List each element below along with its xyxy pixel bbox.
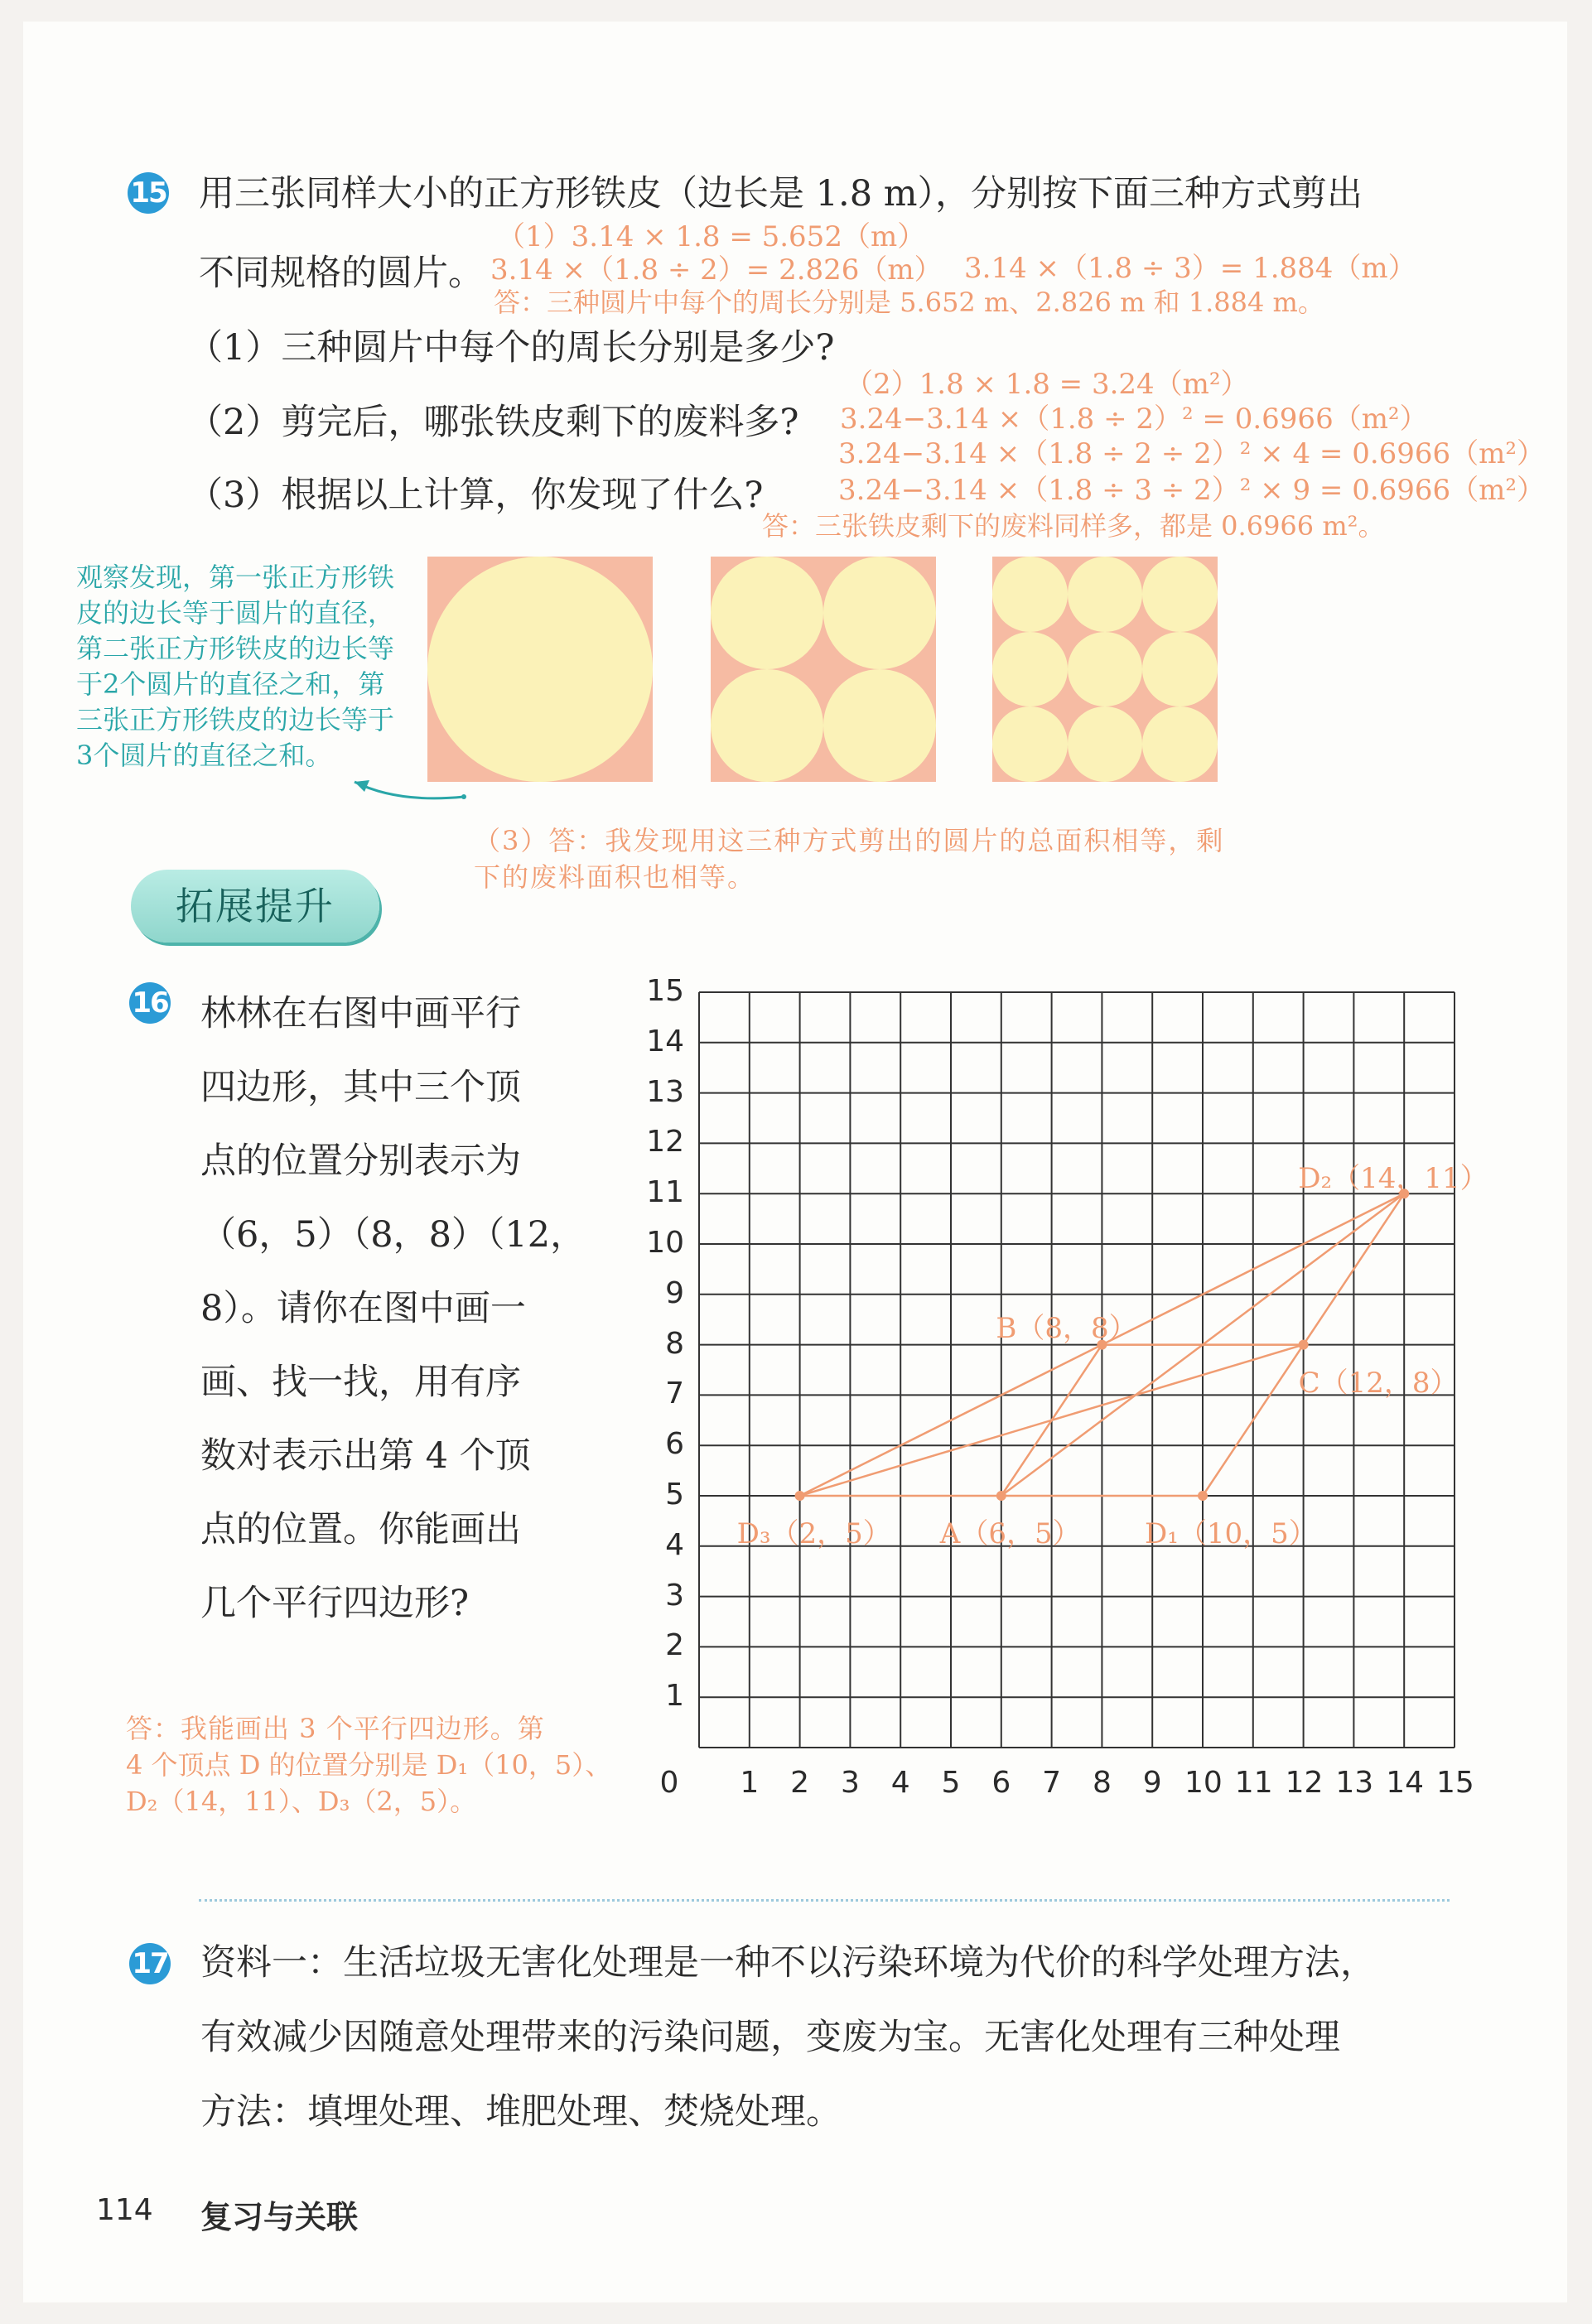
point-label-d3: D₃（2，5）	[736, 1517, 891, 1550]
y-tick-label: 6	[665, 1427, 684, 1462]
q17-line2: 有效减少因随意处理带来的污染问题，变废为宝。无害化处理有三种处理	[200, 2017, 1340, 2058]
q15-sub1: （1）三种圆片中每个的周长分别是多少?	[187, 327, 835, 369]
vertex-point-d1	[1198, 1491, 1208, 1501]
q17-line3: 方法：填埋处理、堆肥处理、焚烧处理。	[200, 2091, 842, 2133]
y-tick-label: 8	[665, 1326, 684, 1361]
y-tick-label: 7	[665, 1377, 684, 1411]
page-number: 114	[96, 2193, 153, 2227]
q17-line1: 资料一：生活垃圾无害化处理是一种不以污染环境为代价的科学处理方法，	[200, 1942, 1376, 1984]
x-tick-label: 2	[790, 1766, 810, 1800]
x-tick-label: 10	[1184, 1766, 1223, 1800]
q16-answer-b: 4 个顶点 D 的位置分别是 D₁（10，5）、	[126, 1749, 612, 1781]
q15-answer2-e: 答：三张铁皮剩下的废料同样多，都是 0.6966 m²。	[762, 510, 1385, 542]
point-label-a: A（6，5）	[939, 1517, 1081, 1550]
x-tick-label: 9	[1142, 1766, 1162, 1800]
q16-line: 数对表示出第 4 个顶	[200, 1435, 531, 1477]
point-label-b: B（8，8）	[996, 1311, 1137, 1345]
q15-text-line1: 用三张同样大小的正方形铁皮（边长是 1.8 m），分别按下面三种方式剪出	[199, 173, 1363, 215]
q16-line: 点的位置分别表示为	[200, 1140, 521, 1182]
x-tick-label: 12	[1285, 1766, 1324, 1800]
point-label-c: C（12，8）	[1298, 1366, 1459, 1400]
y-tick-label: 3	[665, 1578, 684, 1613]
point-label-d2: D₂（14，11）	[1298, 1162, 1488, 1196]
x-tick-label: 5	[941, 1766, 961, 1800]
q15-answer2-b: 3.24−3.14 ×（1.8 ÷ 2）² = 0.6966（m²）	[840, 403, 1428, 436]
question-15-badge: 15	[128, 172, 169, 214]
vertex-point-a	[996, 1491, 1006, 1501]
y-tick-label: 12	[646, 1125, 684, 1160]
y-tick-label: 14	[646, 1024, 684, 1058]
y-tick-label: 10	[646, 1226, 684, 1260]
vertex-point-d3	[795, 1491, 805, 1501]
x-tick-label: 6	[991, 1766, 1011, 1800]
q15-answer3-a: （3）答：我发现用这三种方式剪出的圆片的总面积相等，剩	[474, 825, 1225, 856]
dotted-divider	[199, 1899, 1450, 1902]
y-tick-label: 15	[646, 974, 684, 1008]
y-tick-label: 13	[646, 1074, 684, 1109]
q15-answer1-d: 答：三种圆片中每个的周长分别是 5.652 m、2.826 m 和 1.884 m。	[494, 287, 1324, 318]
point-label-d1: D₁（10，5）	[1145, 1517, 1317, 1550]
q15-answer2-c: 3.24−3.14 ×（1.8 ÷ 2 ÷ 2）² × 4 = 0.6966（m²）	[838, 437, 1546, 470]
section-title-extension: 拓展提升	[131, 870, 379, 943]
x-tick-label: 15	[1436, 1766, 1474, 1800]
q16-line: （6，5）（8，8）（12，	[200, 1214, 586, 1256]
y-tick-label: 5	[665, 1478, 684, 1512]
y-tick-label: 4	[665, 1527, 684, 1562]
q15-text-line2: 不同规格的圆片。	[199, 253, 484, 294]
q16-line: 8）。请你在图中画一	[200, 1288, 526, 1329]
q15-sub3: （3）根据以上计算，你发现了什么?	[187, 475, 764, 516]
q15-answer3-b: 下的废料面积也相等。	[474, 861, 756, 893]
y-tick-label: 9	[665, 1275, 684, 1310]
q16-answer-c: D₂（14，11）、D₃（2，5）。	[126, 1786, 477, 1817]
x-tick-label: 3	[840, 1766, 860, 1800]
y-tick-label: 11	[646, 1175, 684, 1210]
q16-line: 几个平行四边形?	[200, 1583, 470, 1624]
q15-answer2-d: 3.24−3.14 ×（1.8 ÷ 3 ÷ 2）² × 9 = 0.6966（m²）	[838, 474, 1546, 507]
x-tick-label: 13	[1335, 1766, 1374, 1800]
x-tick-label: 7	[1042, 1766, 1062, 1800]
q15-answer1-b: 3.14 ×（1.8 ÷ 2）= 2.826（m）	[490, 253, 943, 287]
x-tick-label: 4	[890, 1766, 910, 1800]
x-tick-label: 0	[659, 1766, 679, 1800]
q15-answer1-a: （1）3.14 × 1.8 = 5.652（m）	[497, 220, 926, 253]
q16-answer-a: 答：我能画出 3 个平行四边形。第	[126, 1713, 545, 1744]
q15-answer1-c: 3.14 ×（1.8 ÷ 3）= 1.884（m）	[964, 252, 1416, 285]
q16-line: 四边形，其中三个顶	[200, 1067, 521, 1108]
q16-line: 画、找一找，用有序	[200, 1362, 521, 1403]
question-17-badge: 17	[129, 1943, 171, 1984]
q15-sub2: （2）剪完后，哪张铁皮剩下的废料多?	[187, 402, 799, 443]
question-16-badge: 16	[129, 982, 171, 1024]
q16-line: 点的位置。你能画出	[200, 1509, 521, 1550]
vertex-point-c	[1299, 1340, 1309, 1350]
q16-line: 林林在右图中画平行	[200, 993, 521, 1034]
y-tick-label: 1	[665, 1679, 684, 1714]
q15-answer2-a: （2）1.8 × 1.8 = 3.24（m²）	[845, 368, 1249, 401]
footer-section-title: 复习与关联	[200, 2198, 359, 2235]
x-tick-label: 14	[1386, 1766, 1424, 1800]
y-tick-label: 2	[665, 1628, 684, 1663]
q15-observation-note: 观察发现，第一张正方形铁皮的边长等于圆片的直径，第二张正方形铁皮的边长等于2个圆片的直径之和，第三张正方形铁皮的边长等于3个圆片的直径之和。	[76, 562, 395, 771]
x-tick-label: 11	[1234, 1766, 1273, 1800]
x-tick-label: 1	[740, 1766, 760, 1800]
x-tick-label: 8	[1092, 1766, 1112, 1800]
